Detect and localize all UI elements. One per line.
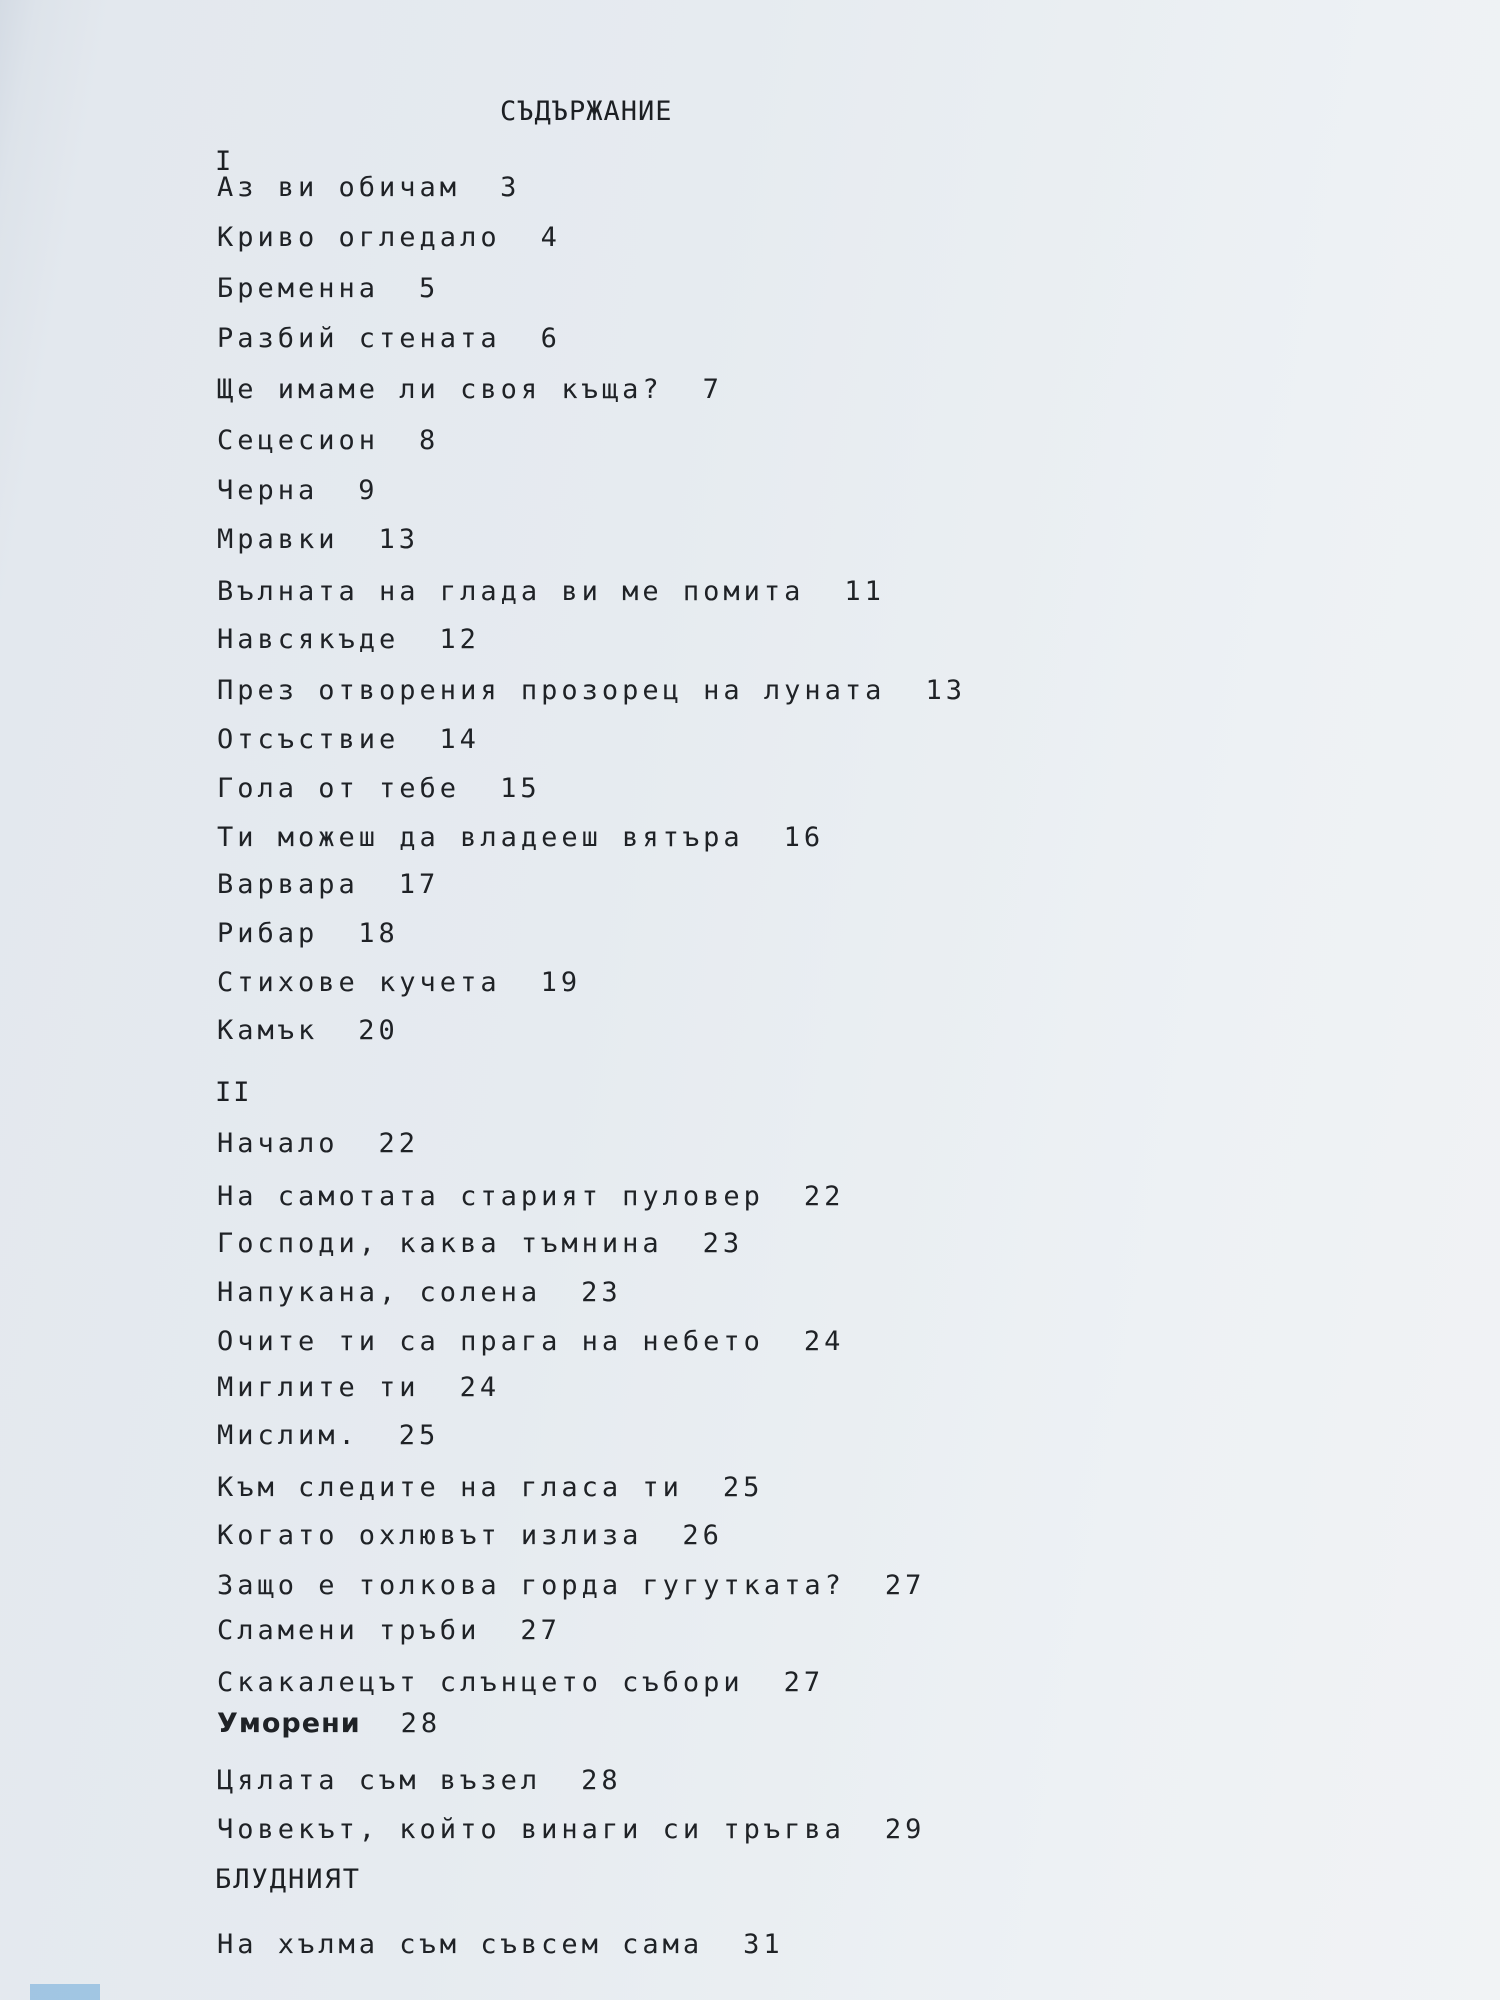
toc-entry [217, 374, 723, 405]
toc-entry-title: Отсъствие [217, 724, 400, 755]
toc-entry-page: 14 [439, 724, 480, 755]
toc-entry-page: 28 [581, 1765, 622, 1796]
toc-entry-page: 28 [400, 1708, 442, 1739]
toc-entry-page: 17 [398, 869, 440, 900]
toc-entry-title: Вълната на глада ви ме помита [217, 576, 805, 607]
toc-entry-page: 5 [419, 273, 440, 304]
toc-entry-title: Уморени [217, 1708, 361, 1739]
toc-entry-page: 27 [520, 1615, 561, 1646]
toc-entry [217, 624, 480, 655]
toc-entry [217, 918, 399, 949]
toc-entry-title: Ти можеш да владееш вятъра [217, 822, 744, 853]
toc-entry [217, 1570, 925, 1601]
toc-entry-title: Господи, каква тъмнина [217, 1228, 663, 1259]
toc-entry [217, 1615, 561, 1646]
toc-entry [217, 675, 966, 706]
toc-entry [217, 576, 885, 607]
toc-entry [217, 425, 439, 456]
toc-entry-page: 23 [581, 1277, 622, 1308]
toc-entry-page: 6 [540, 323, 561, 354]
toc-entry-page: 23 [702, 1228, 744, 1259]
toc-entry-title: Варвара [217, 869, 359, 900]
toc-entry-page: 16 [783, 822, 825, 853]
toc-entry-page: 4 [540, 222, 561, 253]
toc-entry [217, 1814, 925, 1845]
toc-entry-title: Начало [217, 1128, 339, 1159]
toc-entry [217, 1181, 844, 1212]
toc-entry-title: Сецесион [217, 425, 380, 456]
toc-entry-title: Камък [217, 1015, 319, 1046]
toc-entry-title: Напукана, солена [217, 1277, 542, 1308]
toc-entry-page: 7 [702, 374, 723, 405]
toc-entry-title: Очите ти са прага на небето [217, 1326, 764, 1357]
toc-entry-page: 20 [358, 1015, 399, 1046]
toc-entry-page: 24 [459, 1372, 501, 1403]
toc-entry-title: Сламени тръби [217, 1615, 481, 1646]
toc-entry-page: 18 [358, 918, 399, 949]
toc-entry-page: 29 [884, 1814, 926, 1845]
toc-entry [217, 323, 561, 354]
toc-entry [217, 1372, 500, 1403]
section-label-1: I [215, 146, 234, 177]
toc-entry-title: Бременна [217, 273, 380, 304]
toc-entry-title: През отворения прозорец на луната [217, 675, 886, 706]
toc-entry [217, 1228, 743, 1259]
toc-entry-title: Гола от тебе [217, 773, 461, 804]
toc-entry-page: 31 [743, 1929, 784, 1960]
page-title: СЪДЪРЖАНИЕ [500, 96, 673, 127]
toc-entry [217, 967, 581, 998]
toc-entry-page: 13 [378, 524, 420, 555]
toc-entry [217, 1472, 763, 1503]
toc-entry-title: Когато охлювът излиза [217, 1520, 643, 1551]
toc-entry [217, 1128, 419, 1159]
section-label-2: II [215, 1077, 252, 1108]
toc-entry-title: Навсякъде [217, 624, 400, 655]
toc-entry-title: Разбий стената [217, 323, 501, 354]
toc-entry-title: Черна [217, 475, 319, 506]
toc-entry [217, 172, 520, 203]
toc-entry-title: Защо е толкова горда гугутката? [217, 1570, 845, 1601]
toc-entry [217, 1929, 784, 1960]
toc-entry-page: 3 [500, 172, 521, 203]
toc-entry-title: На самотата старият пуловер [217, 1181, 764, 1212]
toc-entry-page: 24 [803, 1326, 845, 1357]
toc-entry [217, 524, 419, 555]
toc-entry [217, 1520, 723, 1551]
toc-entry [217, 724, 480, 755]
toc-entry [217, 222, 561, 253]
toc-entry [217, 1708, 441, 1739]
toc-entry-title: Човекът, който винаги си тръгва [217, 1814, 845, 1845]
toc-entry [217, 273, 439, 304]
toc-entry-page: 12 [439, 624, 480, 655]
toc-entry [217, 773, 541, 804]
section-label-3: БЛУДНИЯТ [215, 1864, 362, 1895]
toc-entry-page: 19 [540, 967, 582, 998]
toc-entry [217, 1765, 622, 1796]
toc-entry-title: Мравки [217, 524, 339, 555]
toc-entry-page: 25 [722, 1472, 764, 1503]
toc-entry-page: 25 [398, 1420, 440, 1451]
toc-entry-page: 8 [419, 425, 440, 456]
toc-entry [217, 1667, 824, 1698]
toc-entry [217, 475, 379, 506]
toc-entry-title: Рибар [217, 918, 319, 949]
toc-entry-title: Аз ви обичам [217, 172, 461, 203]
page-edge-mark [30, 1984, 100, 2000]
toc-entry-title: Към следите на гласа ти [217, 1472, 683, 1503]
toc-entry [217, 1277, 622, 1308]
toc-entry-page: 27 [783, 1667, 825, 1698]
toc-entry-page: 22 [378, 1128, 420, 1159]
toc-entry-page: 27 [884, 1570, 926, 1601]
toc-entry-page: 15 [500, 773, 541, 804]
toc-entry-title: Цялата съм възел [217, 1765, 542, 1796]
toc-entry-title: Мислим. [217, 1420, 359, 1451]
toc-entry [217, 822, 824, 853]
toc-entry [217, 1420, 439, 1451]
toc-entry [217, 869, 439, 900]
toc-entry-title: Криво огледало [217, 222, 501, 253]
toc-entry-title: Ще имаме ли своя къща? [217, 374, 663, 405]
toc-entry-title: На хълма съм съвсем сама [217, 1929, 704, 1960]
toc-entry-page: 22 [803, 1181, 845, 1212]
toc-entry-page: 26 [682, 1520, 723, 1551]
toc-entry-page: 11 [844, 576, 885, 607]
toc-entry-title: Скакалецът слънцето събори [217, 1667, 744, 1698]
toc-entry-page: 9 [358, 475, 379, 506]
toc-entry-page: 13 [925, 675, 966, 706]
toc-entry [217, 1326, 844, 1357]
toc-entry [217, 1015, 399, 1046]
toc-entry-title: Стихове кучета [217, 967, 501, 998]
toc-entry-title: Миглите ти [217, 1372, 420, 1403]
